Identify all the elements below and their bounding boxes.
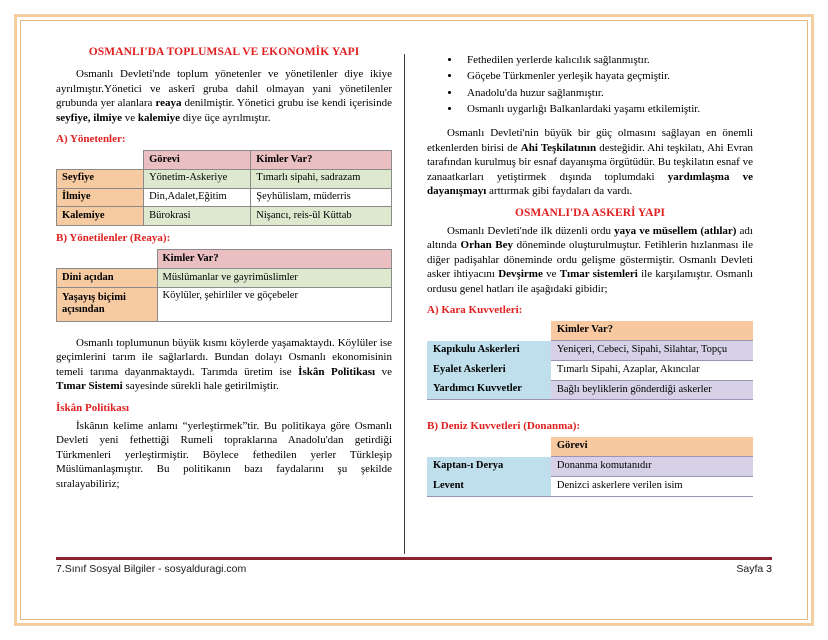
table-row-header	[427, 437, 753, 456]
intro-bold-kalemiye: kalemiye	[137, 111, 181, 124]
table-cell: Yeniçeri, Cebeci, Sipahi, Silahtar, Topçu	[551, 341, 753, 361]
ordu-text-3: döneminde oluşturulmuştur. Fetihlerin hızlanması ile diğer padişahlar döneminde ordu gelişme göstermiştir. Osmanlı Devleti asker ihtiyacını	[427, 239, 753, 281]
table-rowhead-levent: Levent	[427, 477, 551, 497]
list-item: • Fethedilen yerlerde kalıcılık sağlanmıştır.	[461, 52, 753, 68]
table-deniz-kuvvetleri	[427, 437, 753, 496]
list-item: • Anadolu'da huzur sağlanmıştır.	[461, 85, 753, 101]
table-row-header	[57, 151, 392, 170]
table-row	[57, 269, 392, 288]
ordu-bold-yaya-musellem: yaya ve müsellem (atlılar)	[614, 224, 737, 237]
table-cell: Müslümanlar ve gayrimüslimler	[157, 269, 392, 288]
table-row	[57, 287, 392, 321]
ordu-text-1: Osmanlı Devleti'nde ilk düzenli ordu	[447, 224, 615, 237]
table-cell: Bürokrasi	[144, 207, 251, 226]
ordu-bold-devsirme: Devşirme	[498, 268, 543, 281]
table-cell: Donanma komutanıdır	[551, 457, 753, 477]
ahi-text-2: desteğidir. Ahi teşkilatı, Ahi Evran tarafından kurulmuş bir esnaf dayanışma örgütüdür. Bu teşkilatın esnaf ve zanaatkarları yetiştirmek dışında toplumdaki	[427, 141, 753, 183]
footer-page-number: Sayfa 3	[736, 563, 772, 575]
paragraph-intro	[56, 67, 392, 125]
table-row	[427, 360, 753, 380]
table-cell-empty	[427, 321, 551, 340]
list-iskan-faydalari	[427, 52, 753, 117]
table-row	[57, 188, 392, 207]
table-row	[57, 169, 392, 188]
table-rowhead-yasayis-bicimi: Yaşayış biçimi açısından	[57, 287, 158, 321]
table-kara-kuvvetleri	[427, 321, 753, 400]
table-row-header	[427, 321, 753, 340]
table-rowhead-dini-acidan: Dini açıdan	[57, 269, 158, 288]
table-cell: Nişancı, reis-ül Küttab	[251, 207, 392, 226]
table-cell: Bağlı beyliklerin gönderdiği askerler	[551, 380, 753, 400]
table-cell: Din,Adalet,Eğitim	[144, 188, 251, 207]
table-row-header	[57, 250, 392, 269]
right-column	[405, 46, 753, 544]
ahi-text-1: Osmanlı Devleti'nin büyük bir güç olmasını sağlayan en önemli etkenlerden birisi de	[427, 127, 753, 154]
table-cell-empty	[57, 151, 144, 170]
table-row	[427, 341, 753, 361]
table-row	[427, 477, 753, 497]
table-row	[57, 207, 392, 226]
list-item: • Göçebe Türkmenler yerleşik hayata geçmiştir.	[461, 68, 753, 84]
table-row	[427, 380, 753, 400]
table-rowhead-kaptan-i-derya: Kaptan-ı Derya	[427, 457, 551, 477]
table-row	[427, 457, 753, 477]
footer-source-text: 7.Sınıf Sosyal Bilgiler - sosyalduragi.com	[56, 563, 247, 575]
intro-text-4: diye üçe ayrılmıştır.	[180, 111, 271, 124]
tarim-bold-iskan: İskân Politikası	[298, 365, 376, 378]
heading-yonetilenler: B) Yönetilenler (Reaya):	[56, 232, 171, 245]
intro-bold-seyfiye-ilmiye: seyfiye, ilmiye	[56, 111, 122, 124]
tarim-text-3: sayesinde sürekli hale getirilmiştir.	[122, 380, 279, 393]
tarim-text-1: Osmanlı toplumunun büyük kısmı köylerde yaşamaktaydı. Köylüler ise geçimlerini tarım ile sağlarlardı. Bundan dolayı Osmanlı ekonomisinin temeli tarıma dayanmaktaydı. Tarımda üretim ise	[56, 336, 392, 378]
table-header-kimler-var: Kimler Var?	[251, 151, 392, 170]
table-cell-empty	[427, 437, 551, 456]
paragraph-ordu	[427, 224, 753, 297]
table-yonetilenler	[56, 249, 392, 322]
table-header-kimler-var: Kimler Var?	[551, 321, 753, 340]
table-rowhead-yardimci: Yardımcı Kuvvetler	[427, 380, 551, 400]
two-column-layout	[56, 46, 772, 544]
table-header-gorevi: Görevi	[144, 151, 251, 170]
intro-text-1: Osmanlı Devleti'nde toplum yönetenler ve yönetilenler diye ikiye ayrılmıştır.Yönetici ve askerî gruba dahil olmayan yani yönetilenler grubunda yer alanlara	[56, 68, 392, 110]
table-yonetenler	[56, 150, 392, 226]
heading-iskan-politikasi: İskân Politikası	[56, 401, 130, 414]
page-footer	[56, 563, 772, 575]
table-cell: Yönetim-Askeriye	[144, 169, 251, 188]
paragraph-tarim	[56, 336, 392, 394]
ordu-text-2: adı altında	[427, 224, 753, 252]
table-cell: Tımarlı Sipahi, Azaplar, Akıncılar	[551, 360, 753, 380]
page-title-askeri: OSMANLI'DA ASKERİ YAPI	[515, 206, 665, 219]
intro-text-3: ve	[121, 111, 138, 124]
heading-yonetenler: A) Yönetenler:	[56, 133, 126, 146]
table-cell: Şeyhülislam, müderris	[251, 188, 392, 207]
ordu-bold-timar-sistemleri: Tımar sistemleri	[559, 268, 638, 281]
footer-divider-rule	[56, 557, 772, 560]
heading-kara-kuvvetleri: A) Kara Kuvvetleri:	[427, 304, 523, 317]
tarim-bold-timar: Tımar Sistemi	[56, 380, 123, 393]
table-rowhead-kalemiye: Kalemiye	[57, 207, 144, 226]
ahi-text-3: arttırmak gibi faydaları da vardı.	[486, 185, 633, 198]
tarim-text-2: ve	[375, 365, 392, 378]
page-content	[56, 46, 772, 566]
intro-bold-reaya: reaya	[155, 97, 182, 110]
ordu-text-4: ve	[542, 268, 560, 281]
table-rowhead-kapikulu: Kapıkulu Askerleri	[427, 341, 551, 361]
table-header-gorevi: Görevi	[551, 437, 753, 456]
table-cell-empty	[57, 250, 158, 269]
paragraph-iskan: İskânın kelime anlamı “yerleştirmek”tir. Bu politikaya göre Osmanlı Devleti yeni fethettiği Rumeli topraklarına Anadolu'dan getirdiği Türkmenleri yerleştirmiştir. Böylece fethedilen yerler Türkleşip Müslümanlaşmıştır. Bu politikanın bazı faydalarını şu şekilde sıralayabiliriz;	[56, 419, 392, 490]
heading-deniz-kuvvetleri: B) Deniz Kuvvetleri (Donanma):	[427, 420, 581, 433]
table-rowhead-eyalet: Eyalet Askerleri	[427, 360, 551, 380]
ordu-text-5: ile karşılamıştır. Osmanlı ordusu genel hatları ile aşağıdaki gibidir;	[427, 268, 753, 295]
table-cell: Köylüler, şehirliler ve göçebeler	[157, 287, 392, 321]
ordu-bold-orhan-bey: Orhan Bey	[460, 239, 513, 252]
left-column	[56, 46, 404, 544]
paragraph-ahi-teskilati	[427, 126, 753, 199]
page-title-toplumsal: OSMANLI'DA TOPLUMSAL VE EKONOMİK YAPI	[88, 46, 360, 58]
table-header-kimler-var: Kimler Var?	[157, 250, 392, 269]
ahi-bold-teskilat: Ahi Teşkilatının	[520, 141, 597, 154]
intro-text-2: denilmiştir. Yönetici grubu ise kendi içerisinde	[181, 97, 392, 110]
list-item: • Osmanlı uygarlığı Balkanlardaki yaşamı etkilemiştir.	[461, 101, 753, 117]
table-cell: Denizci askerlere verilen isim	[551, 477, 753, 497]
table-rowhead-seyfiye: Seyfiye	[57, 169, 144, 188]
table-cell: Tımarlı sipahi, sadrazam	[251, 169, 392, 188]
ahi-bold-yardimlasma: yardımlaşma ve dayanışmayı	[427, 170, 753, 198]
table-rowhead-ilmiye: İlmiye	[57, 188, 144, 207]
